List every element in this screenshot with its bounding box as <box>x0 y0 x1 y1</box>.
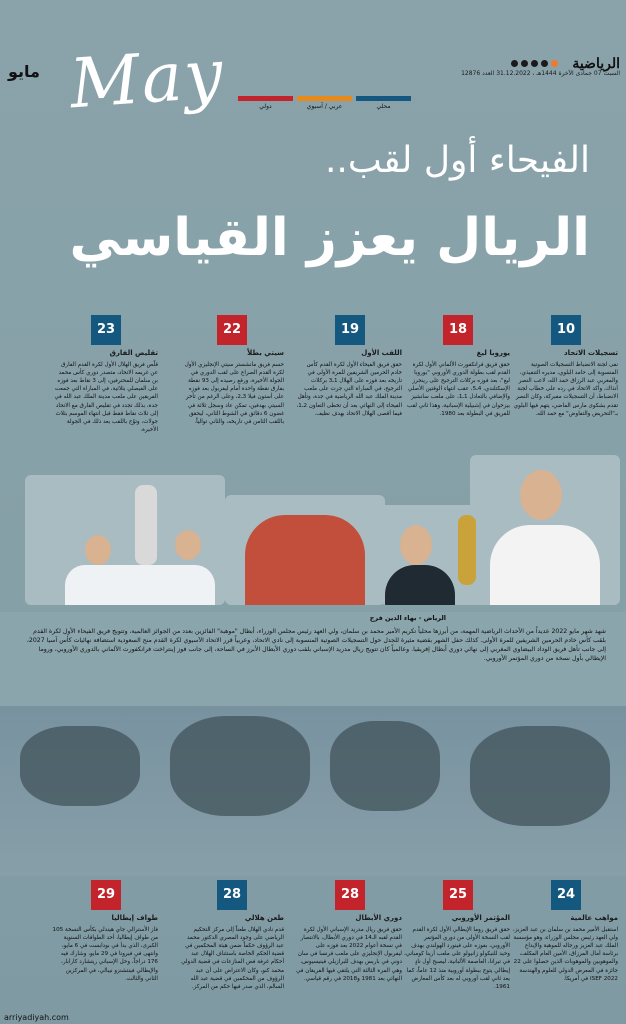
category-color-bar <box>297 96 352 101</box>
month-label-arabic: مايو <box>8 62 40 81</box>
date-badge: 28 <box>335 880 365 910</box>
event-column-22 <box>176 315 288 455</box>
event-heading: يوروبا ليغ <box>476 349 510 357</box>
event-text: استقبل الأمير محمد بن سلمان بن عبد العزيز، ولي العهد رئيس مجلس الوزراء، وهو مؤسسة الملك عبد العزيز ورجاله للموهبة والإبداع برئاسة أمال المرزاق، الأمين العام المكلف، والموهوبين والموهوبات الذين حصلوا على 22 جائزة في المعرض الدولي للعلوم والهندسة 2022 ISEF في أمريكا. <box>512 927 618 982</box>
event-column-23 <box>50 315 162 455</box>
photo-official <box>470 455 620 605</box>
event-column-18 <box>402 315 514 455</box>
event-text: نفى لجنة الانضباط التسجيلات الصوتية المنسوبة إلى حامد البلوي، مديره التنفيذي، والمغربي عبد الرزاق حمد الله، لاعب النصر أنذاك، وأكد الاتحاد في رده على خطاب لجنة الانضباط، أن التسجيلات مفبركة، وكان النصر تقدم بشكوى مارس الماضي، يتهم فيها البلوي بـ"التحريض والتفاوض" مع حمد الله. <box>513 362 618 417</box>
category-label: دولي <box>259 103 272 110</box>
event-text: حقق فريق الفيحاء الأول لكرة القدم كأس خادم الحرمين الشريفين للمرة الأولى في تاريخه بعد فوزه على الهلال 1ـ3 بركلات الترجيح، في المباراة التي جرت على ملعب مدينة الملك عبد الله الرياضية في جدة، وتأهل الفيحاء إلى النهائي بعد أن تخطى التعاون 2ـ1، فيما أقصى الهلال الاتحاد بهدف نظيف. <box>296 362 402 417</box>
date-badge: 25 <box>443 880 473 910</box>
photo-silhouette <box>330 721 440 811</box>
byline: الرياض - بهاء الدين فرج <box>369 614 446 622</box>
category-color-bar <box>238 96 293 101</box>
event-column-28b <box>176 880 288 1015</box>
category-legend <box>238 96 411 110</box>
photo-silhouette <box>170 716 310 816</box>
date-badge: 19 <box>335 315 365 345</box>
event-text: حقق فريق ريال مدريد الإسباني الأول لكرة القدم لقبه الـ14 في دوري الأبطال، بالانتصار في نسخة أعوام 2022 بعد فوزه على ليفربول الإنجليزي على ملعب فرنسا في سان دوني في باريس بهدف للبرازيلي فينيسيوس، وهي المرة الثالثة التي يلتقي فيها الفريقان في النهائي بعد 1981 و2018 في رقم قياسي. <box>296 927 402 982</box>
category-label: عربي / آسيوي <box>306 103 343 110</box>
date-badge: 29 <box>91 880 121 910</box>
event-column-19 <box>294 315 406 455</box>
event-heading: سيتي بطلاً <box>247 349 284 357</box>
event-heading: تسجيلات الاتحاد <box>564 349 618 357</box>
event-text: حقق فريق روما الإيطالي الأول لكرة القدم لقب النسخة الأولى من دوري المؤتمر الأوروبي، بفوزه على فينورد الهولندي بهدف وحيد للنيكولو زانيولو على ملعب أرينا كومباني، في تيرانا، العاصمة الألبانية، ليصبح أول نادٍ إيطالي يتوج ببطولة أوروبية منذ 12 عاماً، كما يعد ثاني لقب أوروبي له بعد كأس المعارض 1961. <box>403 927 510 990</box>
event-heading: مواهب عالمية <box>570 914 618 922</box>
photo-collage <box>0 455 626 610</box>
event-heading: طواف إيطاليا <box>111 914 158 922</box>
photo-silhouette <box>20 726 140 806</box>
event-text: قلّص فريق الهلال الأول لكرة القدم الفارق عن غريمه الاتحاد، متصدر دوري كأس محمد بن سلمان للمحترفين، إلى 3 نقاط بعد فوزه على الفيصلي بثلاثية، في المباراة التي جمعت الفريقين على ملعب مدينة الملك عبد الله في جدة، بذلك تجدد في تقليص الفارق مع الاتحاد إلى ثلاث نقاط فقط قبل انتهاء الموسم بثلاث جولات، وتوّج باللقب بعد ذلك في الجولة الأخيرة. <box>54 362 158 433</box>
date-badge: 28 <box>217 880 247 910</box>
event-column-24 <box>510 880 622 1015</box>
event-heading: المؤتمر الأوروبي <box>451 914 510 922</box>
issue-info: السبت 07 جمادى الآخرة 1444هـ ، 31.12.2022 العدد 12876 <box>461 70 620 77</box>
photo-team-celebration <box>25 475 225 605</box>
category-local <box>356 96 411 110</box>
event-heading: طعن هلالي <box>244 914 284 922</box>
page-title: الريال يعزز القياسي <box>69 208 590 268</box>
newspaper-logo[interactable]: الرياضية <box>572 56 620 72</box>
category-label: محلي <box>376 103 391 110</box>
event-column-28a <box>294 880 406 1015</box>
date-badge: 23 <box>91 315 121 345</box>
event-column-25 <box>402 880 514 1015</box>
category-international <box>238 96 293 110</box>
category-color-bar <box>356 96 411 101</box>
site-credit[interactable]: arriyadiyah.com <box>4 1013 69 1022</box>
event-column-29 <box>50 880 162 1015</box>
page-subtitle: الفيحاء أول لقب.. <box>324 140 590 181</box>
event-text: حقق فريق فرانكفورت الألماني الأول لكرة القدم لقب بطولة الدوري الأوروبي "يوروبا ليغ"، بعد فوزه بركلات الترجيح على رينجرز الإسكتلندي، 4ـ5، عقب انتهاء الوقتين الأصلي والإضافي بالتعادل 1ـ1، على ملعب سانشيز بيزخوان في إشبيلية الإسبانية، وهذا ثاني لقب للفريق في البطولة بعد 1980. <box>406 362 510 417</box>
masthead-dots <box>511 60 558 67</box>
intro-section <box>0 612 626 707</box>
event-text: حسم فريق مانشستر سيتي الإنجليزي الأول لكرة القدم الصراع على لقب الدوري في الجولة الأخيرة، ورفع رصيده إلى 93 نقطة بفارق نقطة واحدة أمام ليفربول بعد فوزه على أستون فيلا 3ـ2، وعلى الرغم من تأخر السيتي بهدفين، تمكن عاد وسجل ثلاثة في غضون 6 دقائق في الشوط الثاني، ليحقق باللقب الثامن في تاريخه، والثاني توالياً. <box>184 362 284 425</box>
lower-photo-band <box>0 706 626 876</box>
date-badge: 18 <box>443 315 473 345</box>
event-heading: دوري الأبطال <box>355 914 402 922</box>
photo-silhouette <box>470 726 610 826</box>
month-label-english: May <box>67 34 228 125</box>
date-badge: 24 <box>551 880 581 910</box>
date-badge: 22 <box>217 315 247 345</box>
category-arab-asian <box>297 96 352 110</box>
date-badge: 10 <box>551 315 581 345</box>
event-text: فاز الأسترالي جاي هيندلي بكأس النسخة 105 من طواف إيطاليا، أحد الطوافات السنوية الكبرى، الذي بدأ في بودابست في 6 مايو، وانتهى في فيرونا في 29 مايو، وشارك فيه 176 دراجاً، وحل الإسباني ريتشارد كارابار، والإيطالي فينتشنزو نيبالي، في المركزين الثاني والثالث. <box>52 927 158 982</box>
photo-coach-trophy <box>380 505 490 605</box>
event-text: قدم نادي الهلال طعناً إلى مركز التحكيم الرياضي على وجود المصري الدكتور محمد عبد الرؤوف حكماً ضمن هيئة المحكمين في قضية الحكم الخاصة باستئناف الهلال عبد أحكام غرفة فض المنازعات في قضية الدولي محمد كنو، وكان الاعتراض على أن عبد الرؤوف من المحكمين في قضية عبد الله السالم، الذي صدر فيها حكم من المركز. <box>181 927 284 990</box>
intro-paragraph: شهد شهر مايو 2022 عديداً من الأحداث الرياضية المهمة، من أبرزها محلياً تكريم الأمير محمد بن سلمان، ولي العهد رئيس مجلس الوزراء، أبطال "موهبة" الفائزين بعدد من الجوائز العالمية، وتتويج فريق الفيحاء الأول لكرة القدم بلقب كأس خادم الحرمين الشريفين للمرة الأولى. كذلك حفل الشهر بقضية مثيرة للجدل حول التسجيلات الصوتية المنسوبة إلى نادي الاتحاد، وعربياً قرر الاتحاد الآسيوي لكرة القدم منح السعودية استضافة نهائيات كأس آسيا 2027، إلى جانب تأهل فريق الوداد البيضاوي المغربي إلى نهائي دوري أبطال إفريقيا. وعالمياً كان تتويج ريال مدريد الإسباني بلقب دوري الأبطال الأبرز في الساحة، إلى جانب فوز إينتراخت فرانكفورت الألماني بالدوري الأوروبي، وروما الإيطالي بأول نسخة من دوري المؤتمر الأوروبي. <box>26 628 606 662</box>
event-column-10 <box>510 315 622 455</box>
event-heading: اللقب الأول <box>361 349 402 357</box>
event-heading: تقليص الفارق <box>109 349 158 357</box>
photo-player-haaland <box>225 495 385 605</box>
